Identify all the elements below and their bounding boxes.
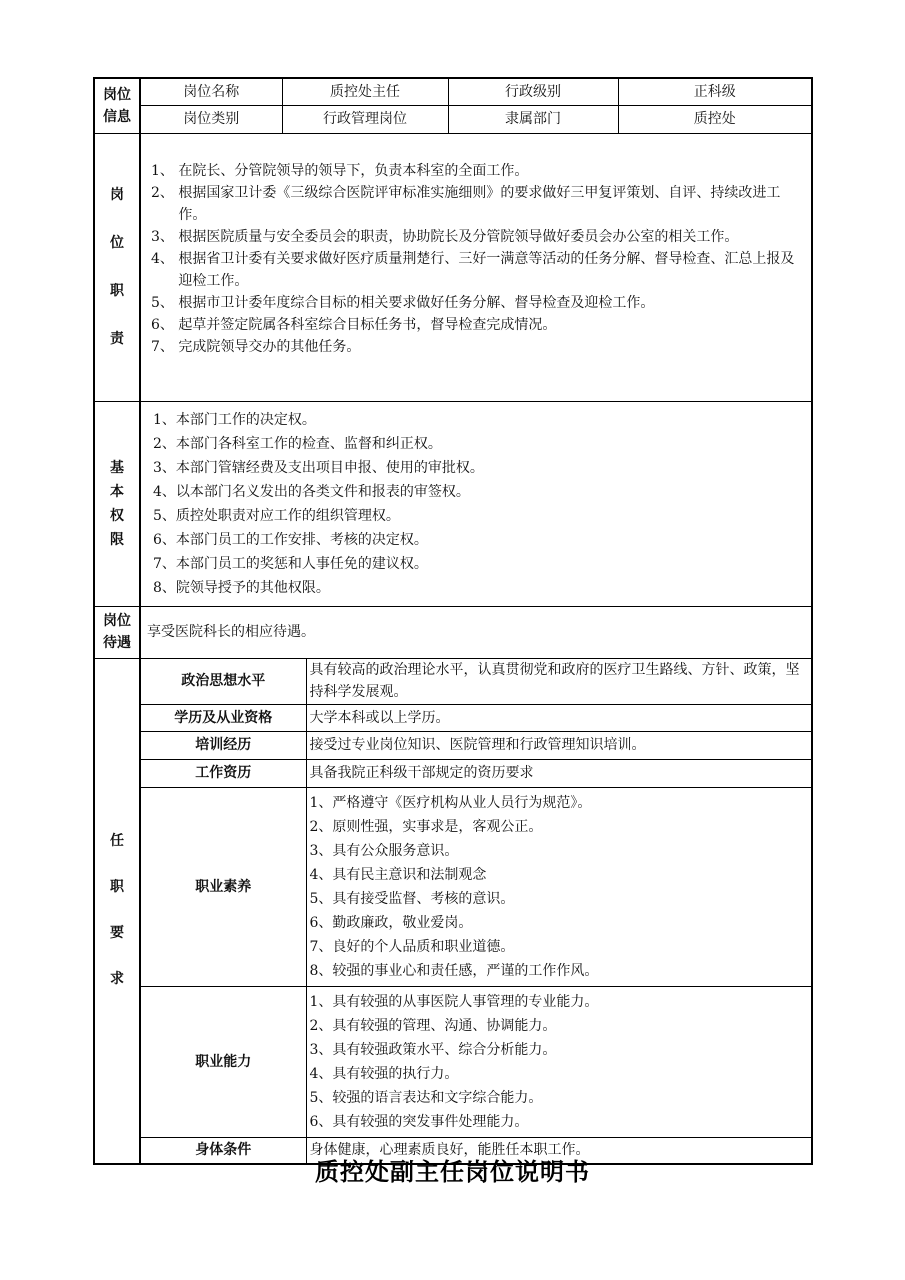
list-item: 5、较强的语言表达和文字综合能力。 (309, 1089, 543, 1106)
authority-list (140, 401, 812, 606)
req-label-training: 培训经历 (140, 731, 306, 759)
requirements-label: 任 职 要 求 (110, 833, 124, 988)
info-cell: 岗位名称 (140, 78, 282, 105)
info-cell: 岗位类别 (140, 105, 282, 133)
req-value-experience: 具备我院正科级干部规定的资历要求 (306, 759, 812, 787)
req-value-political: 具有较高的政治理论水平，认真贯彻党和政府的医疗卫生路线、方针、政策，坚持科学发展观。 (306, 658, 812, 704)
info-cell: 隶属部门 (448, 105, 618, 133)
list-item: 1、具有较强的从事医院人事管理的专业能力。 (309, 993, 599, 1010)
duties-label: 岗 位 职 责 (110, 187, 124, 347)
list-item: 2、 根据国家卫计委《三级综合医院评审标准实施细则》的要求做好三甲复评策划、自评、持续改进工作。 (151, 184, 781, 223)
list-item: 4、 根据省卫计委有关要求做好医疗质量荆楚行、三好一满意等活动的任务分解、督导检查、汇总上报及迎检工作。 (151, 250, 795, 289)
req-value-physical: 身体健康，心理素质良好，能胜任本职工作。 (306, 1137, 812, 1164)
list-item: 8、 院领导授予的其他权限。 (153, 579, 330, 596)
list-item: 5、 根据市卫计委年度综合目标的相关要求做好任务分解、督导检查及迎检工作。 (151, 294, 655, 311)
list-item: 3、具有较强政策水平、综合分析能力。 (309, 1041, 557, 1058)
list-item: 7、良好的个人品质和职业道德。 (309, 938, 515, 955)
list-item: 3、具有公众服务意识。 (309, 842, 459, 859)
list-item: 6、具有较强的突发事件处理能力。 (309, 1113, 529, 1130)
req-label-political: 政治思想水平 (140, 658, 306, 704)
document-title: 质控处副主任岗位说明书 (315, 1158, 590, 1186)
req-label-literacy: 职业素养 (140, 787, 306, 986)
info-cell: 质控处 (618, 105, 812, 133)
duties-list (140, 133, 812, 401)
section-label-treatment (94, 606, 140, 658)
info-cell: 行政管理岗位 (282, 105, 448, 133)
section-label-duties (94, 133, 140, 401)
treatment-label: 岗位 待遇 (103, 613, 131, 651)
list-item: 2、原则性强，实事求是，客观公正。 (309, 818, 543, 835)
info-cell: 行政级别 (448, 78, 618, 105)
section-label-requirements (94, 658, 140, 1164)
req-value-training: 接受过专业岗位知识、医院管理和行政管理知识培训。 (306, 731, 812, 759)
list-item: 1、 在院长、分管院领导的领导下，负责本科室的全面工作。 (151, 162, 529, 179)
req-label-ability: 职业能力 (140, 986, 306, 1137)
info-label: 岗位 信息 (103, 86, 131, 125)
info-cell: 正科级 (618, 78, 812, 105)
treatment-text: 享受医院科长的相应待遇。 (140, 606, 812, 658)
authority-label: 基 本 权 限 (110, 459, 124, 548)
req-label-experience: 工作资历 (140, 759, 306, 787)
list-item: 7、 完成院领导交办的其他任务。 (151, 338, 361, 355)
list-item: 3、 根据医院质量与安全委员会的职责，协助院长及分管院领导做好委员会办公室的相关工作。 (151, 228, 739, 245)
list-item: 1、严格遵守《医疗机构从业人员行为规范》。 (309, 794, 592, 811)
list-item: 4、 以本部门名义发出的各类文件和报表的审签权。 (153, 483, 470, 500)
req-label-education: 学历及从业资格 (140, 704, 306, 731)
list-item: 4、具有较强的执行力。 (309, 1065, 459, 1082)
job-description-table (93, 77, 813, 1165)
list-item: 7、 本部门员工的奖惩和人事任免的建议权。 (153, 555, 428, 572)
req-label-physical: 身体条件 (140, 1137, 306, 1164)
list-item: 1、 本部门工作的决定权。 (153, 411, 316, 428)
list-item: 2、 本部门各科室工作的检查、监督和纠正权。 (153, 435, 442, 452)
req-value-ability (306, 986, 812, 1137)
list-item: 8、较强的事业心和责任感，严谨的工作作风。 (309, 962, 599, 979)
list-item: 3、 本部门管辖经费及支出项目申报、使用的审批权。 (153, 459, 484, 476)
list-item: 6、 本部门员工的工作安排、考核的决定权。 (153, 531, 428, 548)
req-value-education: 大学本科或以上学历。 (306, 704, 812, 731)
list-item: 6、 起草并签定院属各科室综合目标任务书，督导检查完成情况。 (151, 316, 557, 333)
list-item: 5、具有接受监督、考核的意识。 (309, 890, 515, 907)
info-cell: 质控处主任 (282, 78, 448, 105)
list-item: 2、具有较强的管理、沟通、协调能力。 (309, 1017, 557, 1034)
list-item: 5、 质控处职责对应工作的组织管理权。 (153, 507, 400, 524)
section-label-authority (94, 401, 140, 606)
section-label-info (94, 78, 140, 133)
req-value-literacy (306, 787, 812, 986)
list-item: 4、具有民主意识和法制观念 (309, 866, 487, 883)
list-item: 6、勤政廉政，敬业爱岗。 (309, 914, 473, 931)
